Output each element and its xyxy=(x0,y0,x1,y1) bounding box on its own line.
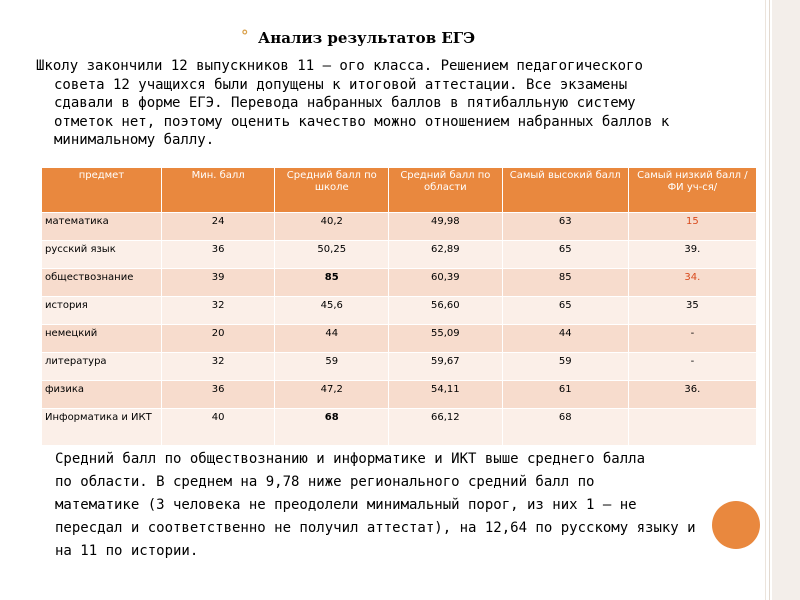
cell-min: 36 xyxy=(161,241,275,269)
cell-school-avg: 40,2 xyxy=(275,213,389,241)
cell-school-avg: 85 xyxy=(275,269,389,297)
conclusion-line: пересдал и соответственно не получил аттестат), на 12,64 по русскому языку и xyxy=(55,520,696,536)
cell-region-avg: 59,67 xyxy=(389,353,503,381)
cell-subject: математика xyxy=(42,213,162,241)
table-row xyxy=(42,213,757,241)
cell-school-avg: 50,25 xyxy=(275,241,389,269)
decorative-orange-circle xyxy=(712,501,760,549)
conclusion-line: по области. В среднем на 9,78 ниже регионального средний балл по xyxy=(55,474,595,490)
table-header-row xyxy=(42,168,757,213)
cell-region-avg: 49,98 xyxy=(389,213,503,241)
cell-subject: литература xyxy=(42,353,162,381)
header-min-score: Мин. балл xyxy=(161,168,275,213)
intro-paragraph xyxy=(36,57,751,150)
cell-subject: немецкий xyxy=(42,325,162,353)
conclusion-line: Средний балл по обществознанию и информатике и ИКТ выше среднего балла xyxy=(55,451,646,467)
intro-line: сдавали в форме ЕГЭ. Перевода набранных баллов в пятибалльную систему xyxy=(54,95,636,111)
cell-highest: 44 xyxy=(502,325,628,353)
header-highest: Самый высокий балл xyxy=(502,168,628,213)
cell-min: 32 xyxy=(161,353,275,381)
table-row xyxy=(42,381,757,409)
cell-highest: 85 xyxy=(502,269,628,297)
slide-title-text: Анализ результатов ЕГЭ xyxy=(258,29,476,47)
conclusion-line: на 11 по истории. xyxy=(55,543,199,559)
bullet-icon: ° xyxy=(241,27,249,45)
cell-lowest: - xyxy=(628,353,756,381)
cell-school-avg: 68 xyxy=(275,409,389,446)
cell-highest: 59 xyxy=(502,353,628,381)
table-row xyxy=(42,325,757,353)
header-school-avg: Средний балл по школе xyxy=(275,168,389,213)
header-subject: предмет xyxy=(42,168,162,213)
cell-highest: 61 xyxy=(502,381,628,409)
cell-subject: физика xyxy=(42,381,162,409)
cell-subject: история xyxy=(42,297,162,325)
cell-region-avg: 62,89 xyxy=(389,241,503,269)
cell-highest: 65 xyxy=(502,241,628,269)
cell-min: 32 xyxy=(161,297,275,325)
slide-title xyxy=(241,27,476,47)
cell-subject: Информатика и ИКТ xyxy=(42,409,162,446)
cell-min: 36 xyxy=(161,381,275,409)
cell-school-avg: 59 xyxy=(275,353,389,381)
cell-subject: обществознание xyxy=(42,269,162,297)
header-lowest: Самый низкий балл /ФИ уч-ся/ xyxy=(628,168,756,213)
cell-lowest: 15 xyxy=(628,213,756,241)
intro-line: Школу закончили 12 выпускников 11 – ого класса. Решением педагогического xyxy=(36,58,643,74)
cell-min: 39 xyxy=(161,269,275,297)
cell-min: 24 xyxy=(161,213,275,241)
results-table xyxy=(41,167,757,446)
cell-lowest: 36. xyxy=(628,381,756,409)
cell-lowest: 34. xyxy=(628,269,756,297)
decorative-side-border xyxy=(772,0,800,600)
cell-lowest: 39. xyxy=(628,241,756,269)
cell-school-avg: 45,6 xyxy=(275,297,389,325)
intro-line: совета 12 учащихся были допущены к итоговой аттестации. Все экзамены xyxy=(54,76,628,93)
cell-region-avg: 60,39 xyxy=(389,269,503,297)
cell-subject: русский язык xyxy=(42,241,162,269)
table-row xyxy=(42,269,757,297)
cell-min: 40 xyxy=(161,409,275,446)
cell-highest: 65 xyxy=(502,297,628,325)
cell-region-avg: 66,12 xyxy=(389,409,503,446)
cell-school-avg: 47,2 xyxy=(275,381,389,409)
cell-highest: 63 xyxy=(502,213,628,241)
table-row xyxy=(42,409,757,446)
conclusion-paragraph xyxy=(55,448,755,563)
decorative-border-line xyxy=(769,0,770,600)
header-region-avg: Средний балл по области xyxy=(389,168,503,213)
cell-min: 20 xyxy=(161,325,275,353)
cell-school-avg: 44 xyxy=(275,325,389,353)
cell-lowest xyxy=(628,409,756,446)
cell-lowest: 35 xyxy=(628,297,756,325)
conclusion-line: математике (3 человека не преодолели минимальный порог, из них 1 – не xyxy=(55,497,637,513)
cell-region-avg: 54,11 xyxy=(389,381,503,409)
intro-line: отметок нет, поэтому оценить качество можно отношением набранных баллов к xyxy=(54,113,670,130)
cell-region-avg: 56,60 xyxy=(389,297,503,325)
decorative-border-line-inner xyxy=(765,0,766,600)
table-row xyxy=(42,297,757,325)
cell-lowest: - xyxy=(628,325,756,353)
cell-region-avg: 55,09 xyxy=(389,325,503,353)
table-row xyxy=(42,241,757,269)
table-row xyxy=(42,353,757,381)
cell-highest: 68 xyxy=(502,409,628,446)
intro-line: минимальному баллу. xyxy=(54,132,215,148)
